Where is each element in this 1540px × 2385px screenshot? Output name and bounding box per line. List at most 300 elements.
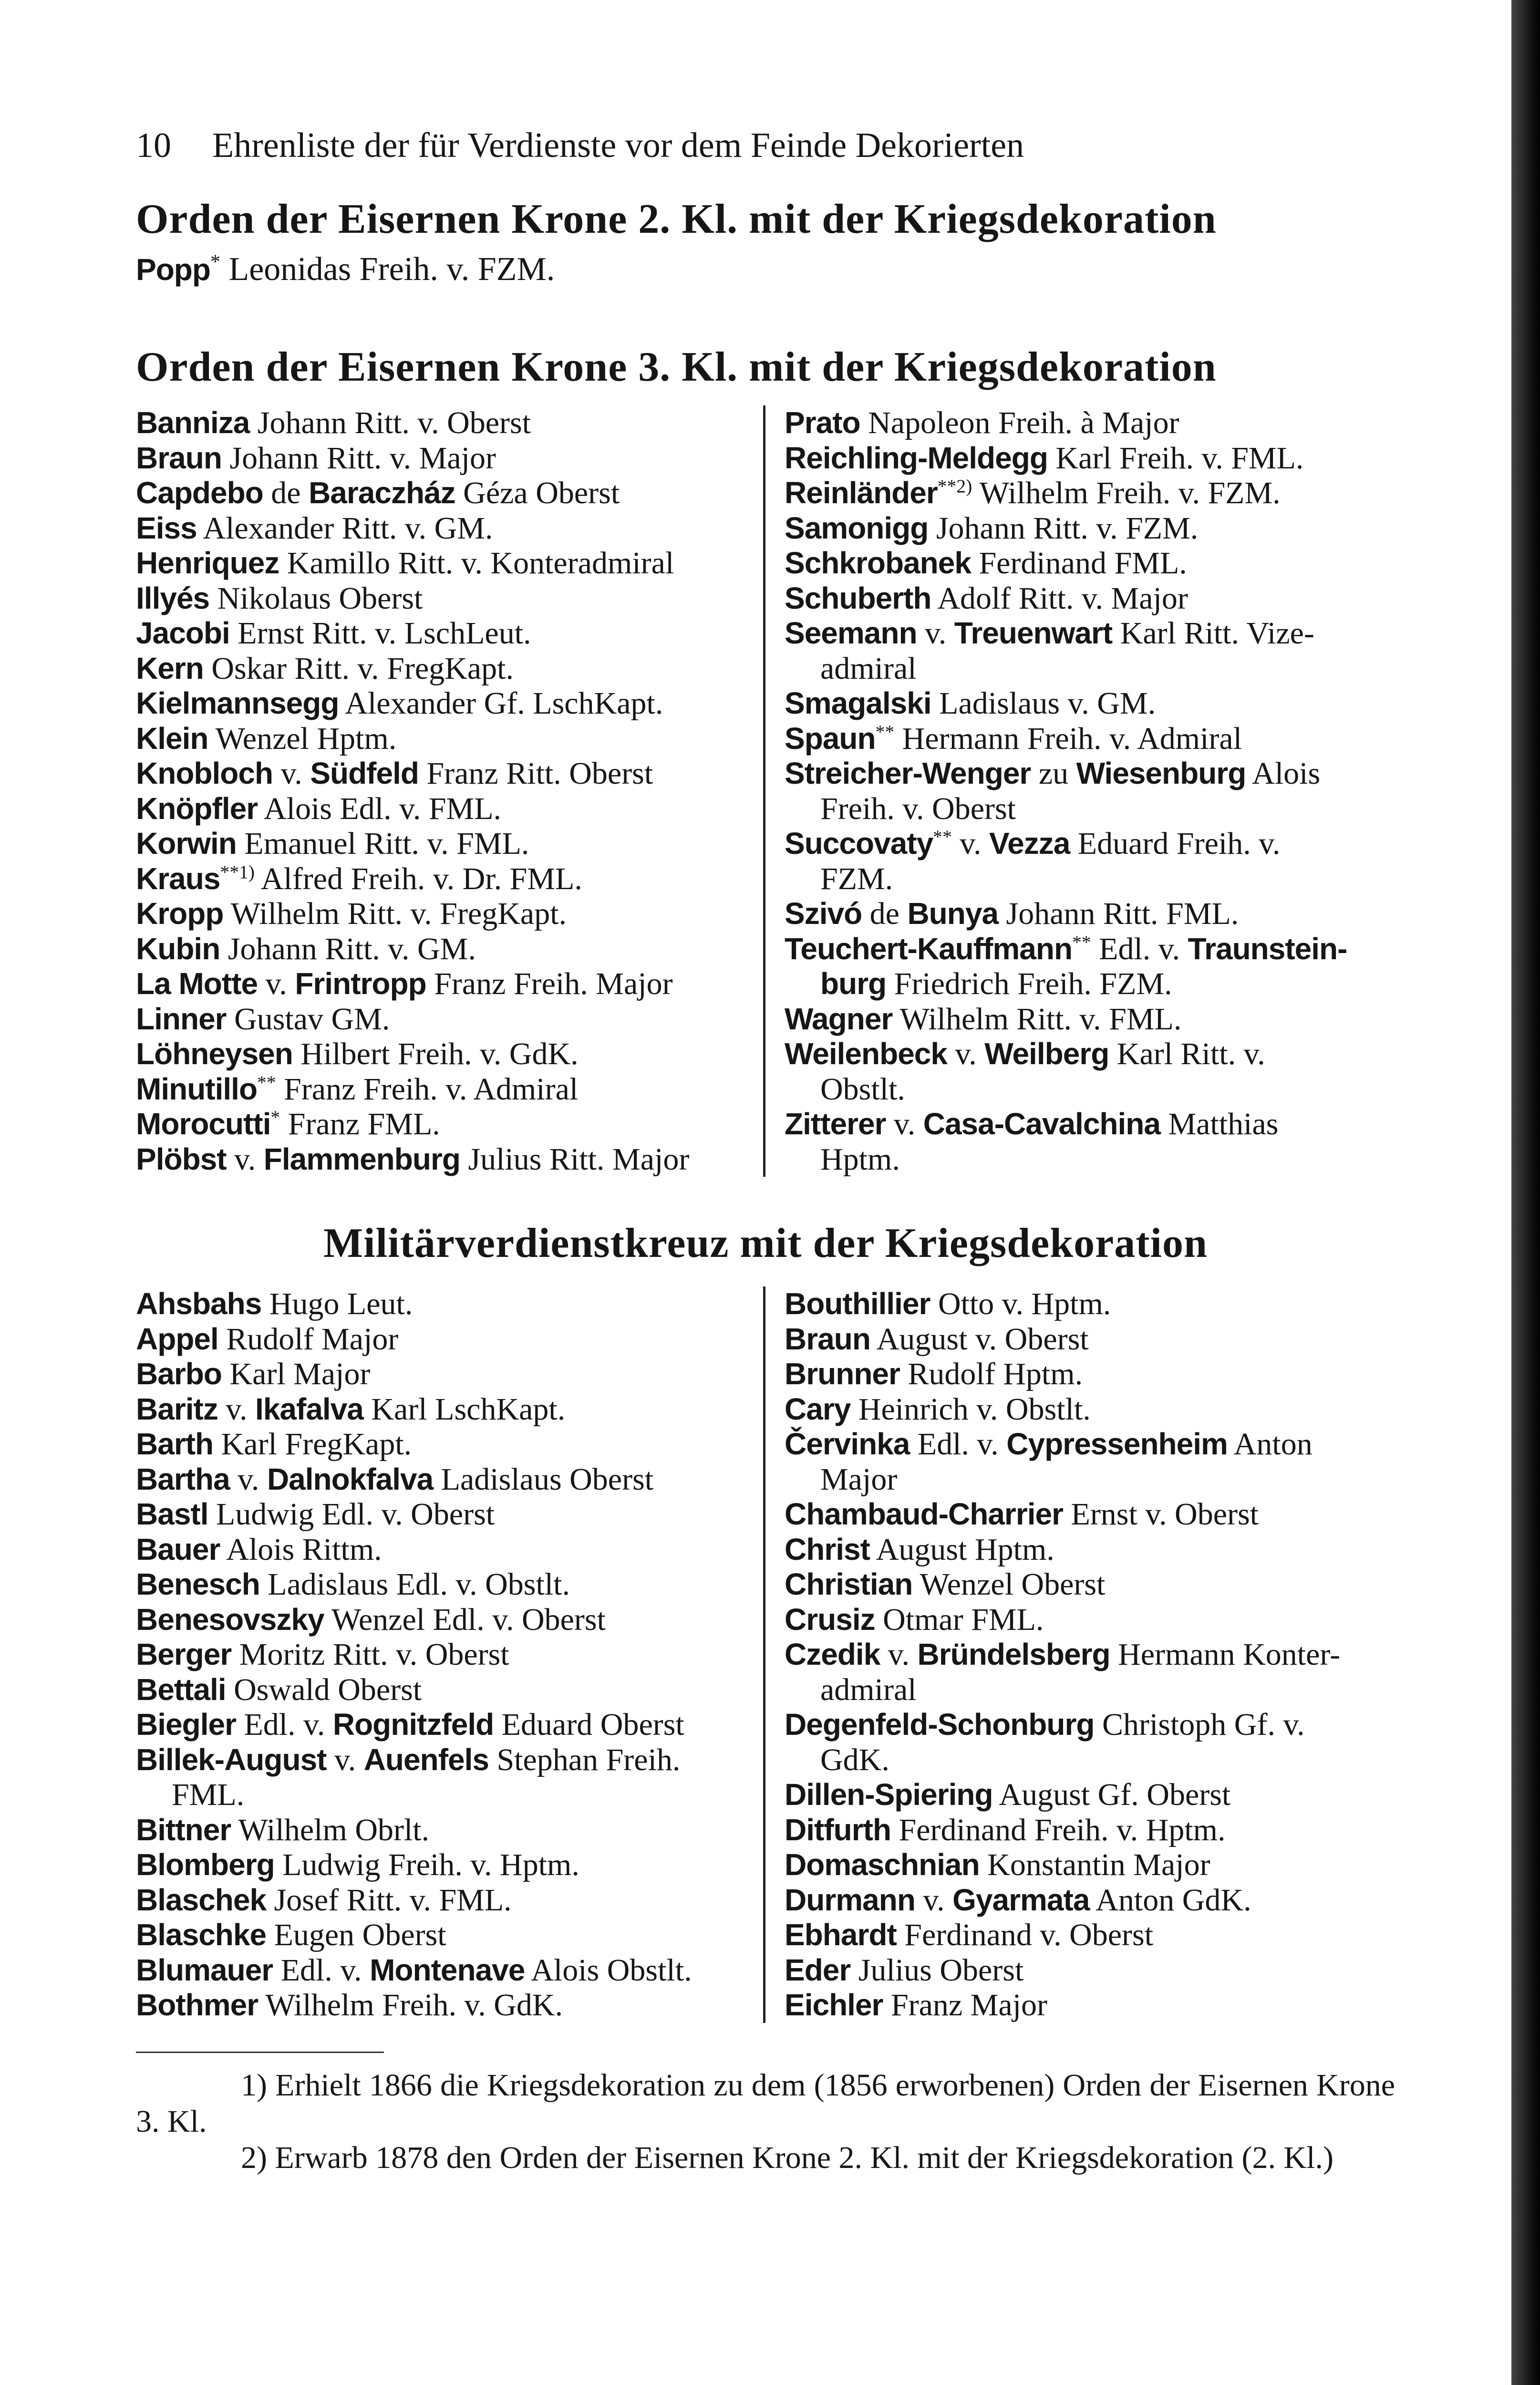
entry-detail: Moritz Ritt. v. Oberst [239, 1637, 509, 1672]
list-entry [136, 1672, 751, 1708]
entry-name: Biegler [136, 1707, 236, 1742]
entry-name-secondary: Weilberg [984, 1037, 1109, 1071]
entry-detail: Ferdinand FML. [979, 546, 1187, 581]
entry-detail-secondary: Eduard Freih. v. [1077, 826, 1281, 861]
list-entry [136, 1742, 751, 1778]
list-entry-continuation [785, 861, 1395, 897]
entry-name: Popp [136, 252, 210, 287]
entry-name-secondary: Wiesenburg [1076, 756, 1246, 790]
page-edge-shadow [1511, 0, 1540, 2385]
entry-detail-continuation: admiral [820, 651, 917, 686]
list-entry [785, 616, 1395, 651]
entry-detail: Ludwig Edl. v. Oberst [216, 1497, 495, 1532]
entry-name-secondary: Gyarmata [952, 1882, 1090, 1917]
entry-name: Czedik [785, 1637, 880, 1671]
entry-name-secondary: Frintropp [295, 966, 426, 1001]
footnote-1: 1) Erhielt 1866 die Kriegsdekoration zu dem (1856 erworbenen) Orden der Eisernen Krone 3. Kl. [136, 2067, 1395, 2139]
list-entry [136, 511, 751, 546]
entry-name: Knobloch [136, 756, 273, 790]
entry-name: Christ [785, 1532, 870, 1566]
entry-detail: Ladislaus v. GM. [939, 686, 1156, 721]
list-entry [136, 1953, 751, 1988]
entry-detail-continuation: Obstlt. [820, 1071, 905, 1107]
list-entry [136, 896, 751, 932]
entry-name: Kropp [136, 896, 224, 931]
entry-detail: Edl. v. [917, 1427, 999, 1462]
list-entry [785, 1847, 1395, 1883]
entry-name: Eiss [136, 510, 197, 545]
entry-name-secondary: Casa-Cavalchina [923, 1107, 1160, 1141]
list-entry [785, 1602, 1395, 1638]
entry-detail: Oskar Ritt. v. FregKapt. [211, 651, 514, 686]
entry-name: Braun [136, 440, 222, 475]
entry-popp [136, 248, 1395, 291]
entry-detail-secondary: Franz Ritt. Oberst [426, 756, 653, 791]
list-entry-continuation [785, 1072, 1395, 1107]
entry-detail: Adolf Ritt. v. Major [937, 581, 1188, 616]
entry-detail: Wilhelm Ritt. v. FML. [899, 1001, 1182, 1037]
entry-detail: Emanuel Ritt. v. FML. [244, 826, 529, 861]
entry-detail-secondary: Matthias [1168, 1107, 1279, 1141]
entry-name-secondary: Bunya [907, 896, 999, 931]
page-number: 10 [136, 126, 171, 165]
entry-detail: Christoph Gf. v. [1102, 1707, 1305, 1742]
entry-detail: v. [888, 1637, 910, 1672]
list-entry [785, 1777, 1395, 1813]
section-title-crown-2: Orden der Eisernen Krone 2. Kl. mit der Kriegsdekoration [136, 196, 1217, 242]
entry-name: Degenfeld-Schonburg [785, 1707, 1095, 1742]
entry-name: Bothmer [136, 1988, 258, 2022]
list-entry [136, 581, 751, 616]
list-entry [785, 1107, 1395, 1142]
entry-detail: v. [894, 1107, 916, 1141]
list-entry-continuation [136, 1777, 751, 1813]
entry-detail: Wilhelm Freih. v. GdK. [265, 1988, 563, 2022]
list-entry [136, 1142, 751, 1177]
crown-3-right-column [765, 405, 1395, 1177]
entry-detail-secondary: Franz Freih. Major [434, 966, 673, 1001]
list-entry [785, 1357, 1395, 1392]
entry-name-secondary: Bründelsberg [917, 1637, 1110, 1671]
entry-name: Succovaty [785, 826, 933, 861]
list-entry-continuation [785, 1672, 1395, 1708]
footnote-rule [136, 2052, 384, 2053]
entry-detail: Ernst v. Oberst [1071, 1497, 1259, 1532]
entry-detail: v. [923, 1882, 945, 1918]
list-entry [136, 861, 751, 897]
list-entry [136, 932, 751, 967]
entry-detail: v. [334, 1742, 356, 1777]
list-entry [136, 1637, 751, 1672]
entry-detail: de [869, 896, 899, 931]
entry-detail: Nikolaus Oberst [217, 581, 423, 616]
entry-name-continuation: burg [820, 966, 887, 1001]
entry-name: Weilenbeck [785, 1037, 947, 1071]
running-head [136, 122, 1395, 169]
entry-detail: Franz FML. [288, 1107, 440, 1141]
entry-detail: August Gf. Oberst [999, 1777, 1231, 1812]
entry-mark: * [210, 251, 220, 273]
entry-name-secondary: Auenfels [363, 1742, 489, 1777]
entry-detail-continuation: FML. [172, 1777, 245, 1812]
entry-detail-secondary: Johann Ritt. FML. [1006, 896, 1239, 931]
list-entry [785, 1427, 1395, 1462]
entry-detail: Oswald Oberst [234, 1672, 422, 1707]
entry-detail: Franz Major [890, 1988, 1048, 2022]
list-entry [785, 441, 1395, 476]
list-entry [136, 791, 751, 827]
list-entry [136, 405, 751, 441]
entry-detail: Otto v. Hptm. [938, 1286, 1111, 1321]
entry-name: Capdebo [136, 476, 263, 510]
list-entry [136, 721, 751, 757]
entry-name: Cary [785, 1391, 851, 1426]
entry-name: Billek-August [136, 1742, 327, 1777]
list-entry [136, 546, 751, 581]
entry-name: Domaschnian [785, 1847, 980, 1882]
entry-detail: Rudolf Major [226, 1321, 399, 1357]
entry-name: Blumauer [136, 1952, 273, 1987]
merit-cross-right-column [765, 1286, 1395, 2023]
list-entry [785, 756, 1395, 791]
list-entry [136, 1357, 751, 1392]
entry-detail-continuation: FZM. [820, 861, 893, 896]
entry-detail: Wilhelm Freih. v. FZM. [979, 476, 1281, 510]
entry-detail-continuation: Friedrich Freih. FZM. [894, 966, 1172, 1001]
list-entry [785, 686, 1395, 721]
entry-detail: Alois Edl. v. FML. [263, 791, 502, 826]
entry-name: Teuchert-Kauffmann [785, 931, 1073, 966]
entry-name: Streicher-Wenger [785, 756, 1031, 790]
list-entry [136, 966, 751, 1002]
entry-detail: Karl Freih. v. FML. [1055, 440, 1304, 476]
entry-detail: Karl Major [229, 1357, 371, 1391]
footnote-2: 2) Erwarb 1878 den Orden der Eisernen Krone 2. Kl. mit der Kriegsdekoration (2. Kl.) [241, 2140, 1333, 2175]
entry-detail: Alexander Ritt. v. GM. [203, 510, 493, 546]
list-entry [136, 1532, 751, 1567]
entry-detail-secondary: Karl Ritt. Vize- [1120, 616, 1314, 651]
entry-name: Kern [136, 651, 204, 685]
entry-detail-secondary: Alois Obstlt. [531, 1952, 692, 1988]
list-entry [785, 826, 1395, 861]
entry-detail-secondary: Anton GdK. [1096, 1882, 1251, 1918]
entry-detail: Ernst Ritt. v. LschLeut. [238, 616, 531, 651]
entry-detail: Ferdinand Freih. v. Hptm. [899, 1812, 1226, 1847]
list-entry [136, 826, 751, 861]
entry-detail: Johann Ritt. v. Oberst [257, 405, 531, 440]
entry-name: Berger [136, 1637, 232, 1671]
entry-name: Reinländer [785, 476, 938, 510]
list-entry [785, 1392, 1395, 1427]
entry-name: Smagalski [785, 686, 931, 720]
entry-name: Dillen-Spiering [785, 1777, 993, 1812]
entry-detail-continuation: Freih. v. Oberst [820, 791, 1016, 826]
entry-detail-secondary: Stephan Freih. [496, 1742, 681, 1777]
entry-detail: Napoleon Freih. à Major [868, 405, 1179, 440]
entry-detail: v. [265, 966, 287, 1001]
entry-detail: Rudolf Hptm. [908, 1357, 1083, 1391]
entry-detail-secondary: Karl LschKapt. [371, 1391, 566, 1427]
entry-detail: v. [226, 1391, 248, 1427]
entry-mark: ** [257, 1071, 276, 1093]
entry-name: Schuberth [785, 581, 931, 615]
entry-detail-secondary: Hermann Konter- [1118, 1637, 1341, 1672]
entry-detail: Alois Rittm. [226, 1532, 382, 1567]
entry-mark: * [270, 1107, 280, 1128]
list-entry [136, 1072, 751, 1107]
entry-detail: Heinrich v. Obstlt. [858, 1391, 1091, 1427]
list-entry-continuation [785, 651, 1395, 686]
entry-name: Bettali [136, 1672, 226, 1707]
list-entry [785, 546, 1395, 581]
entry-name: Zitterer [785, 1107, 886, 1141]
merit-cross-columns [136, 1286, 1395, 2023]
entry-name: Samonigg [785, 510, 929, 545]
entry-name: Löhneysen [136, 1037, 293, 1071]
entry-detail: Eugen Oberst [274, 1918, 446, 1952]
list-entry [136, 1462, 751, 1497]
list-entry [785, 581, 1395, 616]
list-entry [136, 1707, 751, 1742]
entry-name: Bouthillier [785, 1286, 930, 1321]
crown-3-columns [136, 405, 1395, 1177]
entry-detail-secondary: Ladislaus Oberst [441, 1462, 654, 1497]
list-entry [136, 1497, 751, 1532]
list-entry [136, 1567, 751, 1602]
entry-detail: Josef Ritt. v. FML. [274, 1882, 512, 1918]
entry-detail-secondary: Karl Ritt. v. [1116, 1037, 1265, 1071]
list-entry [785, 1918, 1395, 1953]
list-entry [136, 1392, 751, 1427]
entry-name: Reichling-Meldegg [785, 440, 1048, 475]
entry-name: Braun [785, 1321, 870, 1356]
entry-name: Eichler [785, 1988, 883, 2022]
section-title-military-merit-cross: Militärverdienstkreuz mit der Kriegsdekoration [323, 1220, 1208, 1266]
entry-name: Eder [785, 1952, 851, 1987]
entry-name: Knöpfler [136, 791, 258, 826]
list-entry-continuation [785, 1742, 1395, 1778]
entry-name: Illyés [136, 581, 210, 615]
entry-detail: Johann Ritt. v. GM. [227, 931, 476, 966]
entry-detail-secondary: Eduard Oberst [501, 1707, 684, 1742]
list-entry [785, 511, 1395, 546]
list-entry [785, 1002, 1395, 1037]
list-entry-continuation [785, 1142, 1395, 1177]
list-entry [785, 932, 1395, 967]
entry-name-secondary: Flammenburg [263, 1141, 460, 1176]
list-entry [136, 1988, 751, 2023]
entry-name: Jacobi [136, 616, 230, 650]
entry-name-secondary: Traunstein- [1188, 931, 1347, 966]
entry-mark: ** [933, 826, 952, 847]
entry-detail: zu [1038, 756, 1069, 791]
list-entry [785, 1883, 1395, 1918]
entry-name: Morocutti [136, 1107, 271, 1141]
entry-name: Bartha [136, 1462, 230, 1496]
list-entry [785, 1637, 1395, 1672]
list-entry [136, 1002, 751, 1037]
entry-name: Bastl [136, 1497, 208, 1531]
entry-detail-secondary: Géza Oberst [463, 476, 620, 510]
entry-detail: Hilbert Freih. v. GdK. [300, 1037, 579, 1071]
list-entry [136, 1602, 751, 1638]
entry-name: Christian [785, 1567, 913, 1601]
running-head-title: Ehrenliste der für Verdienste vor dem Feinde Dekorierten [212, 126, 1024, 165]
list-entry [136, 1286, 751, 1322]
entry-name: Plöbst [136, 1141, 227, 1176]
entry-mark: ** [1072, 931, 1091, 953]
list-entry [785, 1707, 1395, 1742]
list-entry-continuation [785, 1462, 1395, 1497]
entry-name: Schkrobanek [785, 546, 971, 580]
entry-detail: Gustav GM. [234, 1001, 390, 1037]
entry-name: Wagner [785, 1001, 893, 1036]
entry-name: Červinka [785, 1427, 910, 1461]
entry-name: Kubin [136, 931, 220, 966]
entry-detail: v. [238, 1462, 259, 1497]
entry-detail: Edl. v. [244, 1707, 325, 1742]
list-entry [785, 721, 1395, 757]
entry-name: Brunner [785, 1357, 900, 1391]
entry-detail: Alexander Gf. LschKapt. [345, 686, 663, 721]
list-entry [785, 1988, 1395, 2023]
entry-detail: Konstantin Major [987, 1847, 1210, 1882]
entry-name: Linner [136, 1001, 227, 1036]
entry-name: Prato [785, 405, 860, 440]
entry-detail: Alfred Freih. v. Dr. FML. [260, 861, 582, 896]
entry-detail: August v. Oberst [876, 1321, 1089, 1357]
entry-name: Durmann [785, 1882, 915, 1917]
entry-name-secondary: Südfeld [310, 756, 419, 790]
entry-detail-continuation: Major [820, 1462, 898, 1497]
entry-detail: Julius Oberst [858, 1952, 1024, 1988]
entry-name-secondary: Treuenwart [954, 616, 1113, 650]
entry-name: Benesch [136, 1567, 260, 1601]
entry-name: Ebhardt [785, 1918, 897, 1952]
entry-detail: Hugo Leut. [269, 1286, 413, 1321]
entry-name-secondary: Rognitzfeld [332, 1707, 494, 1742]
entry-detail: v. [280, 756, 302, 791]
entry-mark: **1) [220, 861, 255, 882]
list-entry [785, 1813, 1395, 1848]
entry-name: Seemann [785, 616, 917, 650]
entry-name: Crusiz [785, 1602, 875, 1637]
list-entry [785, 476, 1395, 511]
list-entry [785, 1532, 1395, 1567]
list-entry [136, 1813, 751, 1848]
entry-detail: v. [234, 1141, 256, 1177]
entry-name: Benesovszky [136, 1602, 324, 1637]
entry-name: La Motte [136, 966, 258, 1001]
entry-detail: Wilhelm Obrlt. [238, 1812, 430, 1847]
entry-detail: v. [925, 616, 947, 651]
entry-mark: **2) [937, 476, 972, 497]
entry-detail: Kamillo Ritt. v. Konteradmiral [287, 546, 674, 581]
entry-name: Minutillo [136, 1071, 258, 1106]
entry-name-secondary: Montenave [370, 1952, 525, 1987]
entry-name: Henriquez [136, 546, 279, 580]
entry-detail: de [271, 476, 301, 510]
entry-detail: v. [955, 1037, 977, 1071]
entry-name: Korwin [136, 826, 237, 861]
entry-detail: Wenzel Oberst [920, 1567, 1106, 1602]
entry-name-secondary: Cypressenheim [1006, 1427, 1228, 1461]
entry-detail: Wilhelm Ritt. v. FregKapt. [230, 896, 567, 931]
entry-mark: ** [875, 721, 895, 742]
list-entry [136, 476, 751, 511]
entry-name: Appel [136, 1321, 218, 1356]
entry-name: Ditfurth [785, 1812, 891, 1847]
merit-cross-left-column [136, 1286, 765, 2023]
entry-name: Blomberg [136, 1847, 275, 1882]
list-entry [136, 1918, 751, 1953]
entry-detail: Johann Ritt. v. FZM. [936, 510, 1199, 546]
entry-detail: Hermann Freih. v. Admiral [902, 721, 1242, 756]
list-entry-continuation [785, 966, 1395, 1002]
entry-detail-continuation: admiral [820, 1672, 917, 1707]
list-entry [785, 1497, 1395, 1532]
list-entry [785, 896, 1395, 932]
entry-name: Baritz [136, 1391, 218, 1426]
entry-detail: Ladislaus Edl. v. Obstlt. [268, 1567, 570, 1602]
entry-name: Blaschek [136, 1882, 267, 1917]
entry-detail: Edl. v. [280, 1952, 362, 1988]
entry-detail: Wenzel Edl. v. Oberst [331, 1602, 606, 1637]
entry-name: Bauer [136, 1532, 220, 1566]
entry-detail-secondary: Alois [1252, 756, 1321, 791]
entry-name: Barbo [136, 1357, 222, 1391]
list-entry-continuation [785, 791, 1395, 827]
entry-detail: Ferdinand v. Oberst [904, 1918, 1154, 1952]
entry-name-secondary: Baraczház [309, 476, 455, 510]
entry-detail: v. [960, 826, 982, 861]
list-entry [136, 651, 751, 686]
entry-name: Kraus [136, 861, 220, 896]
entry-name-secondary: Dalnokfalva [267, 1462, 434, 1496]
list-entry [136, 1427, 751, 1462]
list-entry [136, 441, 751, 476]
entry-name: Bittner [136, 1812, 231, 1847]
entry-name-secondary: Vezza [989, 826, 1070, 861]
entry-name: Klein [136, 721, 208, 756]
list-entry [785, 1037, 1395, 1072]
entry-name: Ahsbahs [136, 1286, 262, 1321]
entry-name: Blaschke [136, 1918, 267, 1952]
list-entry [136, 1322, 751, 1357]
list-entry [785, 1953, 1395, 1988]
entry-detail: Ludwig Freih. v. Hptm. [282, 1847, 579, 1882]
entry-detail-continuation: Hptm. [820, 1141, 900, 1177]
list-entry [136, 616, 751, 651]
list-entry [785, 1322, 1395, 1357]
entry-detail-secondary: Julius Ritt. Major [468, 1141, 690, 1177]
entry-rest: Leonidas Freih. v. FZM. [228, 251, 555, 288]
section-title-crown-3: Orden der Eisernen Krone 3. Kl. mit der Kriegsdekoration [136, 344, 1217, 390]
entry-name: Banniza [136, 405, 250, 440]
list-entry [136, 1037, 751, 1072]
entry-detail: Otmar FML. [883, 1602, 1044, 1637]
page-content [136, 122, 1395, 2176]
entry-detail: August Hptm. [876, 1532, 1054, 1567]
list-entry [136, 1107, 751, 1142]
entry-name: Kielmannsegg [136, 686, 339, 720]
entry-detail: Johann Ritt. v. Major [229, 440, 496, 476]
entry-detail: Wenzel Hptm. [215, 721, 397, 756]
list-entry [136, 756, 751, 791]
list-entry [136, 686, 751, 721]
entry-name: Barth [136, 1427, 214, 1461]
list-entry [136, 1883, 751, 1918]
